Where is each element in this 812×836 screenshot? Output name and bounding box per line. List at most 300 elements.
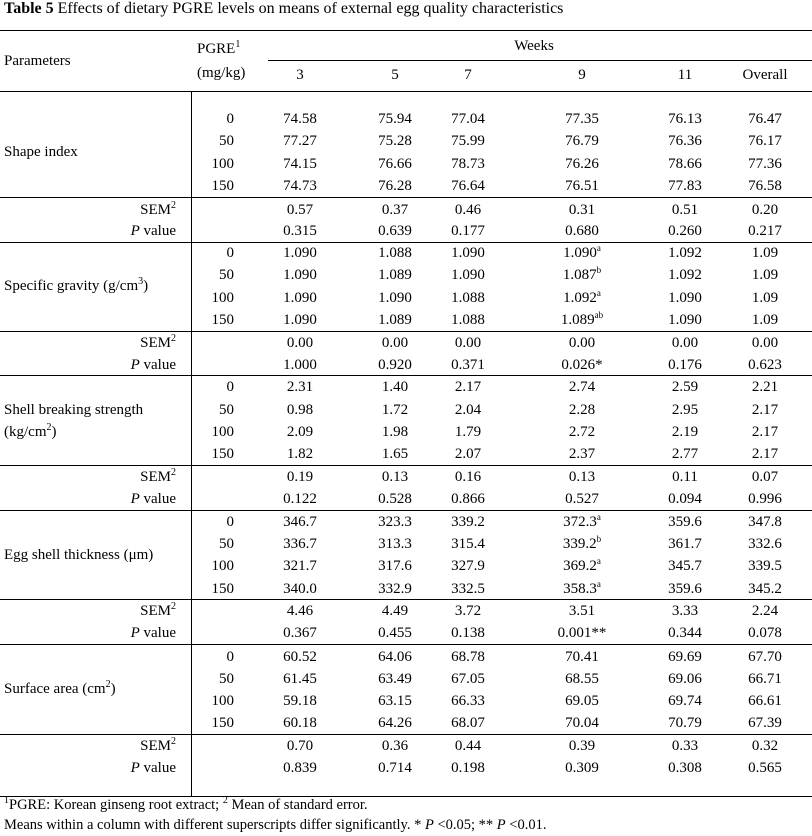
data-cell — [378, 692, 412, 710]
data-value: 77.35 — [565, 111, 599, 127]
data-cell — [565, 110, 599, 128]
data-cell — [287, 445, 313, 463]
p-value: 0.260 — [668, 223, 702, 239]
data-value: 66.33 — [451, 693, 485, 709]
data-cell — [283, 513, 317, 531]
data-value: 2.17 — [751, 424, 779, 440]
data-value: 2.37 — [568, 446, 596, 462]
p-value-label — [84, 759, 176, 777]
p-value: 0.367 — [283, 625, 317, 641]
parameter-label-tail: ) — [51, 424, 57, 440]
sem-value: 0.11 — [672, 469, 698, 485]
data-cell — [668, 155, 702, 173]
data-value: 74.73 — [283, 178, 317, 194]
data-value: 340.0 — [283, 581, 317, 597]
p-value: 0.001** — [557, 625, 607, 641]
data-value: 70.79 — [668, 715, 702, 731]
data-cell — [569, 378, 595, 396]
data-value: 66.71 — [748, 671, 782, 687]
data-value: 332.6 — [748, 536, 782, 552]
sem-label — [84, 334, 176, 352]
data-cell — [378, 535, 412, 553]
data-cell — [283, 311, 317, 329]
pgre-level: 50 — [219, 402, 234, 418]
header-pgre-unit: (mg/kg) — [197, 65, 246, 81]
data-cell — [668, 670, 702, 688]
rule-top — [0, 30, 812, 31]
parameter-label-text: Egg shell thickness (μm) — [4, 547, 154, 563]
data-value: 1.092 — [668, 245, 702, 261]
parameter-label-tail: ) — [143, 278, 149, 294]
parameter-label-line1: Shell breaking strength — [4, 402, 144, 418]
sem-label-sup: 2 — [171, 601, 176, 612]
p-value: 0.455 — [378, 625, 412, 641]
data-cell — [668, 513, 702, 531]
data-cell — [451, 244, 485, 262]
data-cell — [451, 513, 485, 531]
data-value: 76.28 — [378, 178, 412, 194]
footnote-sem: Mean of standard error. — [227, 797, 368, 813]
pgre-level: 150 — [211, 446, 234, 462]
sem-value: 4.46 — [286, 603, 314, 619]
data-cell — [455, 423, 481, 441]
p-value: 0.565 — [748, 760, 782, 776]
data-value: 2.19 — [671, 424, 699, 440]
data-value: 2.31 — [286, 379, 314, 395]
data-value: 70.04 — [565, 715, 599, 731]
data-cell — [451, 266, 485, 284]
data-value: 68.78 — [451, 649, 485, 665]
p-value: 0.623 — [748, 357, 782, 373]
pgre-level: 0 — [226, 379, 234, 395]
data-cell — [451, 648, 485, 666]
data-value: 336.7 — [283, 536, 317, 552]
data-cell — [451, 155, 485, 173]
data-value: 2.17 — [751, 402, 779, 418]
footnote-significance: Means within a column with different superscripts differ significantly. * — [4, 817, 425, 833]
data-value: 1.089 — [378, 267, 412, 283]
data-cell — [563, 289, 601, 307]
data-value: 361.7 — [668, 536, 702, 552]
p-label-suffix: value — [139, 357, 176, 373]
data-cell — [748, 535, 782, 553]
footnote-threshold-1: <0.05; ** — [433, 817, 497, 833]
data-value: 68.55 — [565, 671, 599, 687]
data-cell — [752, 244, 778, 262]
data-value: 1.089 — [560, 312, 595, 328]
data-cell — [569, 401, 595, 419]
data-value: 1.090 — [283, 312, 317, 328]
parameter-label — [4, 143, 78, 161]
sem-value: 2.24 — [751, 603, 779, 619]
sem-label-text: SEM — [140, 738, 171, 754]
data-value: 1.79 — [454, 424, 482, 440]
p-value: 0.639 — [378, 223, 412, 239]
data-cell — [382, 423, 408, 441]
data-cell — [378, 580, 412, 598]
parameter-label-tail: ) — [110, 681, 116, 697]
p-value: 0.714 — [378, 760, 412, 776]
header-col-week: 3 — [296, 67, 304, 83]
data-cell — [565, 132, 599, 150]
p-value: 0.198 — [451, 760, 485, 776]
sem-value: 0.20 — [751, 202, 779, 218]
data-value: 75.94 — [378, 111, 412, 127]
pgre-level: 50 — [219, 133, 234, 149]
data-value: 1.09 — [751, 290, 779, 306]
data-cell — [565, 692, 599, 710]
footnote-p-italic-2: P — [496, 817, 506, 833]
sem-value: 0.00 — [286, 335, 314, 351]
p-value: 0.996 — [748, 491, 782, 507]
parameter-label — [4, 546, 153, 564]
data-cell — [563, 535, 601, 553]
data-cell — [283, 648, 317, 666]
pgre-level: 100 — [211, 558, 234, 574]
sem-value: 0.46 — [454, 202, 482, 218]
data-cell — [668, 580, 702, 598]
data-value: 70.41 — [565, 649, 599, 665]
sem-value: 0.39 — [568, 738, 596, 754]
data-cell — [451, 670, 485, 688]
data-cell — [378, 266, 412, 284]
p-value: 0.122 — [283, 491, 317, 507]
data-value: 1.090 — [283, 267, 317, 283]
data-value: 60.18 — [283, 715, 317, 731]
sem-value: 0.07 — [751, 469, 779, 485]
sem-value: 4.49 — [381, 603, 409, 619]
footnote-marker-1: 1 — [4, 795, 9, 806]
pgre-level: 0 — [226, 649, 234, 665]
data-cell — [569, 445, 595, 463]
significance-superscript: a — [596, 288, 601, 298]
data-cell — [565, 155, 599, 173]
data-value: 77.36 — [748, 156, 782, 172]
data-cell — [283, 244, 317, 262]
data-value: 1.090 — [668, 312, 702, 328]
data-cell — [748, 580, 782, 598]
parameter-label-text: (kg/cm — [4, 424, 47, 440]
p-value: 0.026* — [561, 357, 603, 373]
data-cell — [668, 535, 702, 553]
data-value: 68.07 — [451, 715, 485, 731]
data-cell — [565, 714, 599, 732]
data-value: 2.17 — [751, 446, 779, 462]
data-cell — [283, 177, 317, 195]
data-value: 2.59 — [671, 379, 699, 395]
data-value: 321.7 — [283, 558, 317, 574]
p-label-italic: P — [130, 357, 140, 373]
p-label-suffix: value — [139, 760, 176, 776]
data-cell — [378, 244, 412, 262]
data-cell — [672, 378, 698, 396]
data-cell — [283, 132, 317, 150]
sem-value: 0.70 — [286, 738, 314, 754]
data-cell — [283, 714, 317, 732]
data-cell — [563, 580, 601, 598]
data-value: 323.3 — [378, 514, 412, 530]
data-value: 317.6 — [378, 558, 412, 574]
data-value: 1.090 — [668, 290, 702, 306]
sem-label-text: SEM — [140, 202, 171, 218]
data-value: 67.39 — [748, 715, 782, 731]
sem-label-sup: 2 — [171, 736, 176, 747]
data-cell — [672, 401, 698, 419]
rule-group-rows — [0, 734, 812, 735]
data-cell — [668, 177, 702, 195]
p-value: 0.138 — [451, 625, 485, 641]
data-value: 2.09 — [286, 424, 314, 440]
data-cell — [668, 557, 702, 575]
data-value: 1.088 — [378, 245, 412, 261]
p-value-label — [84, 222, 176, 240]
sem-value: 0.00 — [671, 335, 699, 351]
data-value: 1.82 — [286, 446, 314, 462]
header-pgre — [197, 40, 240, 58]
data-cell — [563, 244, 601, 262]
pgre-level: 100 — [211, 290, 234, 306]
data-value: 345.2 — [748, 581, 782, 597]
sem-value: 0.33 — [671, 738, 699, 754]
p-value: 0.309 — [565, 760, 599, 776]
p-value: 0.680 — [565, 223, 599, 239]
data-cell — [382, 401, 408, 419]
data-value: 1.65 — [381, 446, 409, 462]
p-label-suffix: value — [139, 491, 176, 507]
header-col-week: 9 — [578, 67, 586, 83]
data-value: 67.70 — [748, 649, 782, 665]
table-caption: Effects of dietary PGRE levels on means of external egg quality characteristics — [53, 0, 564, 17]
data-value: 76.13 — [668, 111, 702, 127]
p-value: 0.866 — [451, 491, 485, 507]
p-label-suffix: value — [139, 223, 176, 239]
header-col-week: Overall — [742, 67, 788, 83]
sem-label — [84, 468, 176, 486]
data-cell — [451, 311, 485, 329]
data-cell — [565, 177, 599, 195]
data-cell — [283, 289, 317, 307]
sem-value: 0.51 — [671, 202, 699, 218]
sem-value: 0.00 — [568, 335, 596, 351]
data-cell — [283, 535, 317, 553]
pgre-level: 50 — [219, 671, 234, 687]
pgre-level: 100 — [211, 693, 234, 709]
data-value: 0.98 — [286, 402, 314, 418]
data-value: 345.7 — [668, 558, 702, 574]
data-cell — [382, 445, 408, 463]
sem-value: 0.32 — [751, 738, 779, 754]
data-value: 76.47 — [748, 111, 782, 127]
data-value: 339.2 — [451, 514, 485, 530]
data-value: 1.40 — [381, 379, 409, 395]
data-value: 76.58 — [748, 178, 782, 194]
data-cell — [451, 289, 485, 307]
parameter-label — [4, 680, 116, 698]
sem-value: 0.00 — [751, 335, 779, 351]
data-cell — [451, 714, 485, 732]
data-value: 358.3 — [563, 581, 597, 597]
data-value: 61.45 — [283, 671, 317, 687]
parameter-label-sup: 2 — [46, 422, 52, 433]
data-value: 327.9 — [451, 558, 485, 574]
data-value: 1.09 — [751, 312, 779, 328]
pgre-level: 0 — [226, 514, 234, 530]
data-cell — [748, 132, 782, 150]
header-col-week: 5 — [391, 67, 399, 83]
data-cell — [752, 401, 778, 419]
data-value: 2.95 — [671, 402, 699, 418]
data-value: 60.52 — [283, 649, 317, 665]
sem-label — [84, 602, 176, 620]
sem-value: 0.16 — [454, 469, 482, 485]
data-cell — [378, 513, 412, 531]
data-value: 1.090 — [283, 245, 317, 261]
rule-group-end — [0, 375, 812, 376]
data-value: 1.090 — [283, 290, 317, 306]
data-cell — [748, 513, 782, 531]
data-value: 69.74 — [668, 693, 702, 709]
data-cell — [748, 648, 782, 666]
p-value: 0.528 — [378, 491, 412, 507]
data-value: 78.66 — [668, 156, 702, 172]
sem-value: 3.51 — [568, 603, 596, 619]
data-value: 64.06 — [378, 649, 412, 665]
p-value: 0.315 — [283, 223, 317, 239]
p-value: 0.920 — [378, 357, 412, 373]
header-weeks: Weeks — [514, 38, 554, 54]
p-value-label — [84, 356, 176, 374]
sem-label-sup: 2 — [171, 467, 176, 478]
pgre-level: 0 — [226, 111, 234, 127]
significance-superscript: a — [596, 512, 601, 522]
data-cell — [283, 110, 317, 128]
parameter-label-sup: 2 — [105, 679, 111, 690]
sem-value: 0.13 — [381, 469, 409, 485]
p-value: 0.527 — [565, 491, 599, 507]
data-cell — [283, 692, 317, 710]
data-cell — [668, 714, 702, 732]
data-value: 313.3 — [378, 536, 412, 552]
p-value: 1.000 — [283, 357, 317, 373]
p-value: 0.078 — [748, 625, 782, 641]
data-value: 1.09 — [751, 245, 779, 261]
data-cell — [565, 670, 599, 688]
data-cell — [563, 266, 601, 284]
data-cell — [752, 445, 778, 463]
p-label-italic: P — [130, 223, 140, 239]
significance-superscript: ab — [594, 310, 604, 320]
data-cell — [378, 670, 412, 688]
data-value: 339.5 — [748, 558, 782, 574]
data-cell — [382, 378, 408, 396]
data-cell — [287, 401, 313, 419]
p-value: 0.839 — [283, 760, 317, 776]
data-cell — [378, 714, 412, 732]
data-cell — [672, 423, 698, 441]
data-cell — [748, 155, 782, 173]
sem-label-sup: 2 — [171, 200, 176, 211]
data-cell — [752, 289, 778, 307]
data-cell — [378, 132, 412, 150]
p-value: 0.344 — [668, 625, 702, 641]
data-value: 2.77 — [671, 446, 699, 462]
data-value: 67.05 — [451, 671, 485, 687]
data-value: 1.72 — [381, 402, 409, 418]
data-cell — [451, 132, 485, 150]
p-value-label — [84, 490, 176, 508]
data-cell — [748, 692, 782, 710]
data-cell — [451, 580, 485, 598]
data-cell — [668, 110, 702, 128]
table-number: Table 5 — [4, 0, 54, 17]
significance-superscript: a — [596, 556, 601, 566]
sem-value: 0.13 — [568, 469, 596, 485]
data-cell — [283, 580, 317, 598]
sem-label-text: SEM — [140, 469, 171, 485]
data-cell — [752, 311, 778, 329]
p-value: 0.308 — [668, 760, 702, 776]
data-value: 1.090 — [451, 267, 485, 283]
sem-label — [84, 201, 176, 219]
data-value: 76.66 — [378, 156, 412, 172]
data-cell — [672, 445, 698, 463]
data-cell — [378, 311, 412, 329]
data-value: 66.61 — [748, 693, 782, 709]
data-value: 1.09 — [751, 267, 779, 283]
data-value: 372.3 — [563, 514, 597, 530]
footnote-p-italic-1: P — [424, 817, 434, 833]
data-value: 315.4 — [451, 536, 485, 552]
parameter-label-text: Surface area (cm — [4, 681, 106, 697]
data-value: 69.06 — [668, 671, 702, 687]
data-value: 359.6 — [668, 581, 702, 597]
data-value: 2.74 — [568, 379, 596, 395]
data-value: 1.088 — [451, 290, 485, 306]
p-value: 0.217 — [748, 223, 782, 239]
data-cell — [668, 311, 702, 329]
pgre-level: 150 — [211, 312, 234, 328]
pgre-level: 150 — [211, 581, 234, 597]
data-value: 332.5 — [451, 581, 485, 597]
p-label-italic: P — [130, 760, 140, 776]
data-cell — [561, 311, 603, 329]
pgre-level: 50 — [219, 536, 234, 552]
data-value: 76.26 — [565, 156, 599, 172]
parameter-label — [4, 399, 143, 443]
rule-group-rows — [0, 599, 812, 600]
footnote-threshold-2: <0.01. — [505, 817, 547, 833]
data-cell — [668, 692, 702, 710]
data-cell — [283, 557, 317, 575]
significance-superscript: a — [596, 579, 601, 589]
data-cell — [451, 110, 485, 128]
data-value: 347.8 — [748, 514, 782, 530]
data-value: 359.6 — [668, 514, 702, 530]
sem-value: 0.57 — [286, 202, 314, 218]
data-cell — [668, 244, 702, 262]
table-title — [4, 0, 563, 22]
parameter-label-sup: 3 — [138, 276, 144, 287]
data-value: 1.092 — [668, 267, 702, 283]
p-label-italic: P — [130, 491, 140, 507]
parameter-label-text: Shape index — [4, 144, 78, 160]
header-col-week: 11 — [677, 67, 693, 83]
data-cell — [455, 378, 481, 396]
data-cell — [563, 513, 601, 531]
p-value: 0.094 — [668, 491, 702, 507]
data-value: 63.49 — [378, 671, 412, 687]
data-cell — [455, 401, 481, 419]
